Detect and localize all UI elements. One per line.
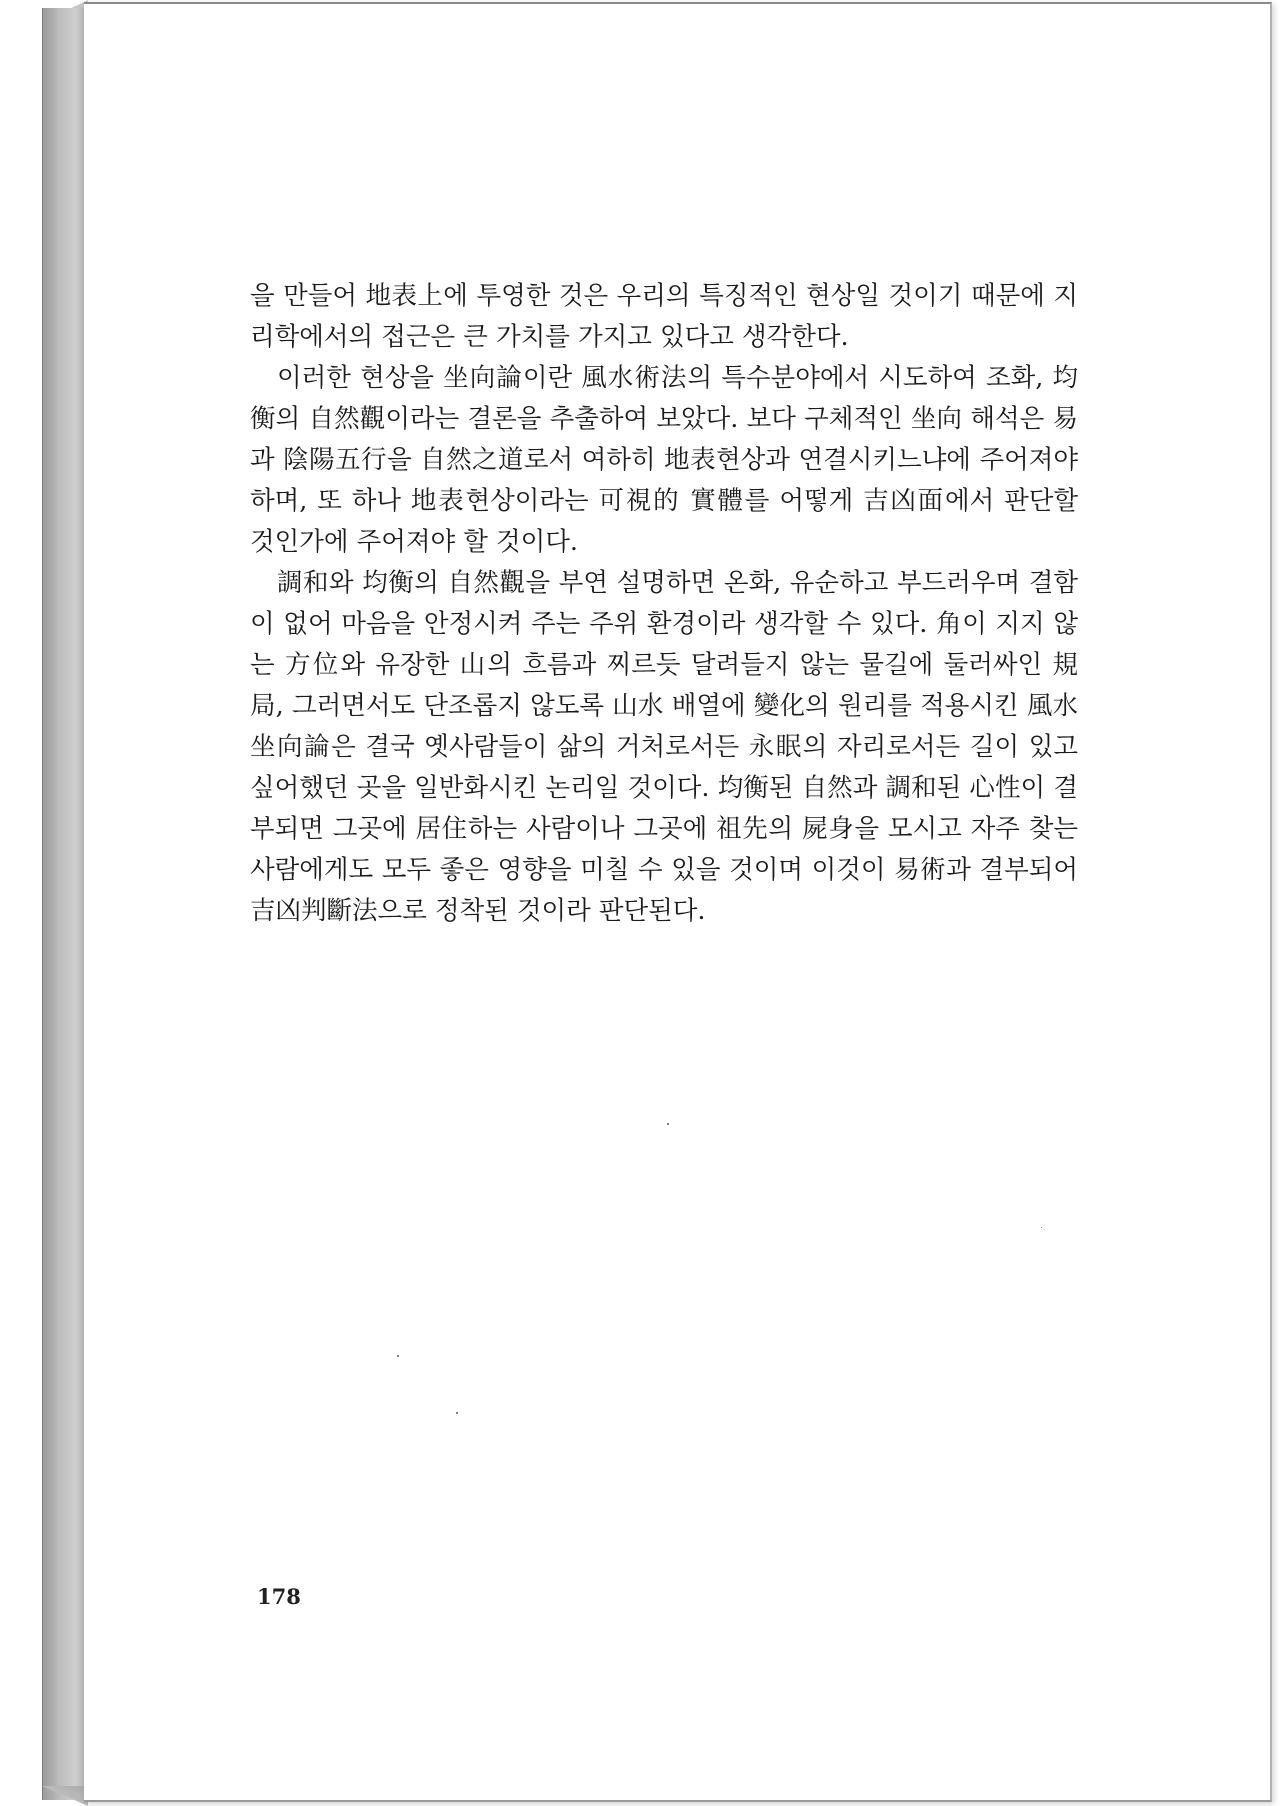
paragraph-continuation: 을 만들어 地表上에 투영한 것은 우리의 특징적인 현상일 것이기 때문에 지리학에서의 접근은 큰 가치를 가지고 있다고 생각한다. xyxy=(250,281,1078,352)
page-number: 178 xyxy=(257,1584,301,1609)
scan-speck xyxy=(397,1355,399,1357)
scan-speck xyxy=(667,1123,669,1125)
book-spine xyxy=(42,8,86,1800)
body-text xyxy=(250,276,1078,932)
paragraph-joahyang: 이러한 현상을 坐向論이란 風水術法의 특수분야에서 시도하여 조화, 均衡의 自然觀이라는 결론을 추출하여 보았다. 보다 구체적인 坐向 해석은 易과 陰陽五行을 自然之道로서 여하히 地表현상과 연결시키느냐에 주어져야 하며, 또 하나 地表현상이라는 可視的 實體를 어떻게 吉凶面에서 판단할 것인가에 주어져야 할 것이다. xyxy=(250,363,1078,557)
scan-speck xyxy=(1041,1227,1042,1228)
scan-speck xyxy=(456,1412,458,1414)
paragraph-harmony: 調和와 均衡의 自然觀을 부연 설명하면 온화, 유순하고 부드러우며 결함이 없어 마음을 안정시켜 주는 주위 환경이라 생각할 수 있다. 角이 지지 않는 方位와 유장한 山의 흐름과 찌르듯 달려들지 않는 물길에 둘러싸인 規局, 그러면서도 단조롭지 않도록 山水 배열에 變化의 원리를 적용시킨 風水 坐向論은 결국 옛사람들이 삶의 거처로서든 永眠의 자리로서든 길이 있고 싶어했던 곳을 일반화시킨 논리일 것이다. 均衡된 自然과 調和된 心性이 결부되면 그곳에 居住하는 사람이나 그곳에 祖先의 屍身을 모시고 자주 찾는 사람에게도 모두 좋은 영향을 미칠 수 있을 것이며 이것이 易術과 결부되어 吉凶判斷法으로 정착된 것이라 판단된다. xyxy=(250,568,1078,926)
